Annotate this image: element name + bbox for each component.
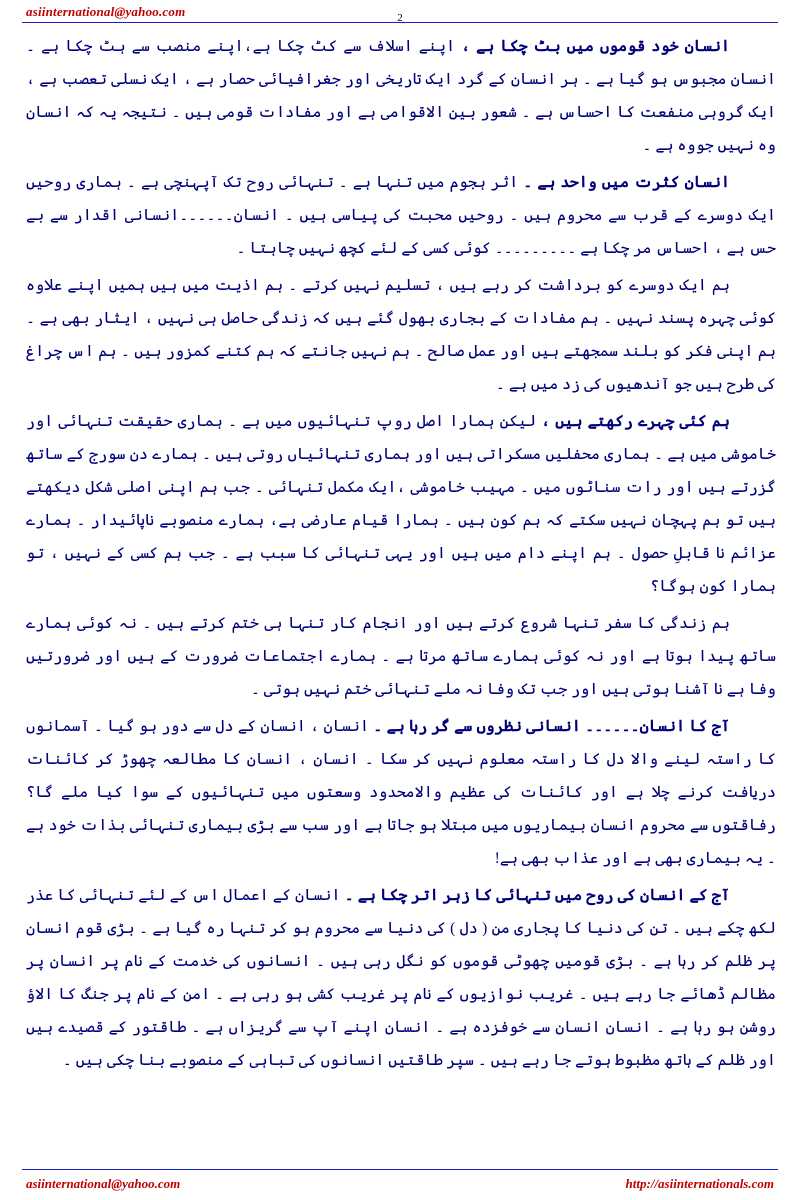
paragraph-lead: انسان خود قوموں میں بٹ چکا ہے ،	[461, 38, 731, 55]
paragraph	[26, 879, 776, 1077]
paragraph-text: ہم ایک دوسرے کو برداشت کر رہے ہیں ، تسلیم نہیں کرتے ۔ ہم اذیت میں ہیں ہمیں اپنے علاوہ کوئی چہرہ پسند نہیں ۔ ہم مفادات کے بجاری بھول گئے ہیں کہ زندگی حاصل ہی نہیں ، ایثار بھی ہے ۔ ہم اپنی فکر کو بلند سمجھتے ہیں اور عمل صالح ۔ ہم نہیں جانتے کہ ہم کتنے کمزور ہیں ۔ ہم اس چراغ کی طرح ہیں جو آندھیوں کی زد میں ہے ۔	[26, 277, 777, 393]
paragraph	[26, 166, 776, 265]
document-body	[26, 30, 776, 1081]
paragraph-lead: انسان کثرت میں واحد ہے ۔	[523, 174, 731, 191]
paragraph-lead: ہم کئی چہرے رکھتے ہیں ،	[541, 413, 730, 430]
paragraph-text: اثر ہجوم میں تنہا ہے ۔ تنہائی روح تک آپہنچی ہے ۔ ہماری روحیں ایک دوسرے کے قرب سے محروم ہیں ۔ روحیں محبت کی پیاسی ہیں ۔ انسان۔۔۔۔۔۔انسانی اقدار سے بے حس ہے ، احساس مر چکا ہے ۔۔۔۔۔۔۔۔۔ کوئی کسی کے لئے کچھ نہیں چاہتا ۔	[26, 174, 777, 257]
paragraph-text: انسان ، انسان کے دل سے دور ہو گیا ۔ آسمانوں کا راستہ لینے والا دل کا راستہ معلوم نہیں کر سکا ۔ انسان ، انسان کا مطالعہ چھوڑ کر کائنات دریافت کرنے چلا ہے اور کائنات کی عظیم والامحدود وسعتوں میں تنہائیوں کے سوا کیا ملے گا؟ رفاقتوں سے محروم انسان بیماریوں میں مبتلا ہو جاتا ہے اور سب سے بڑی بیماری تنہائی بذات خود ہے ۔ یہ بیماری بھی ہے اور عذاب بھی ہے!	[26, 718, 776, 867]
paragraph-lead: آج کا انسان۔۔۔۔۔۔ انسانی نظروں سے گر رہا ہے ۔	[373, 718, 730, 735]
paragraph	[26, 269, 776, 401]
header-email: asiinternational@yahoo.com	[26, 4, 186, 19]
paragraph-text: اپنے اسلاف سے کٹ چکا ہے،اپنے منصب سے ہٹ چکا ہے ۔ انسان مجبوس ہو گیا ہے ۔ ہر انسان کے گرد ایک تاریخی اور جغرافیائی حصار ہے ، ایک نسلی تعصب ہے ، ایک گروہی منفعت کا احساس ہے ۔ شعور بین الاقوامی ہے اور مفادات قومی ہیں ۔ نتیجہ یہ کہ انسان وہ نہیں جووہ ہے ۔	[26, 38, 776, 154]
footer-email: asiinternational@yahoo.com	[26, 1176, 181, 1191]
paragraph-text: انسان کے اعمال اس کے لئے تنہائی کا عذر لکھ چکے ہیں ۔ تن کی دنیا کا پجاری من ( دل ) کی دنیا سے محروم ہو کر تنہا رہ گیا ہے ۔ بڑی قوم انسان پر ظلم کر رہا ہے ۔ بڑی قومیں چھوٹی قوموں کو نگل رہی ہیں ۔ انسانوں کی خدمت کے نام پر انسان پر مظالم ڈھائے جا رہے ہیں ۔ غریب نوازیوں کے نام پر غریب کشی ہو رہی ہے ۔ امن کے نام پر جنگ کا الاؤ روشن ہو رہا ہے ۔ انسان انسان سے خوفزدہ ہے ۔ انسان اپنے آپ سے گریزاں ہے ۔ طاقتور کے قصیدے ہیں اور ظلم کے ہاتھ مظبوط ہوتے جا رہے ہیں ۔ سپر طاقتیں انسانوں کی تباہی کے منصوبے بنا چکی ہیں ۔	[26, 887, 776, 1069]
paragraph	[26, 607, 776, 706]
page-number: 2	[397, 12, 403, 24]
paragraph-text: ہم زندگی کا سفر تنہا شروع کرتے ہیں اور انجام کار تنہا ہی ختم کرتے ہیں ۔ نہ کوئی ہمارے ساتھ پیدا ہوتا ہے اور نہ کوئی ہمارے ساتھ مرتا ہے ۔ ہمارے اجتماعات ضرورت کے ہیں اور ضرورتیں وفا ہے نا آشنا ہوتی ہیں اور جب تک وفا نہ ملے تنہائی ختم نہیں ہوتی ۔	[26, 615, 776, 698]
footer-website-link[interactable]: http://asiinternationals.com	[625, 1176, 774, 1191]
footer-divider	[22, 1169, 778, 1170]
paragraph	[26, 405, 776, 603]
paragraph	[26, 30, 776, 162]
paragraph	[26, 710, 776, 875]
header-divider	[22, 22, 778, 23]
paragraph-text: لیکن ہمارا اصل روپ تنہائیوں میں ہے ۔ ہماری حقیقت تنہائی اور خاموشی میں ہے ۔ ہماری محفلیں مسکراتی ہیں اور ہماری تنہائیاں روتی ہیں ۔ ہمارے دن سورج کے ساتھ گزرتے ہیں اور رات سناٹوں میں ۔ مہیب خاموشی ،ایک مکمل تنہائی ۔ جب ہم اپنی اصلی شکل دیکھتے ہیں تو ہم پہچان نہیں سکتے کہ ہم کون ہیں ۔ ہمارا قیام عارضی ہے، ہمارے منصوبے ناپائیدار ۔ ہمارے عزائم نا قابلِ حصول ۔ ہم اپنے دام میں ہیں اور یہی تنہائی کا سبب ہے ۔ جب ہم کسی کے نہیں ، تو ہمارا کون ہوگا؟	[26, 413, 776, 595]
paragraph-lead: آج کے انسان کی روح میں تنہائی کا زہر اتر چکا ہے ۔	[344, 887, 730, 904]
